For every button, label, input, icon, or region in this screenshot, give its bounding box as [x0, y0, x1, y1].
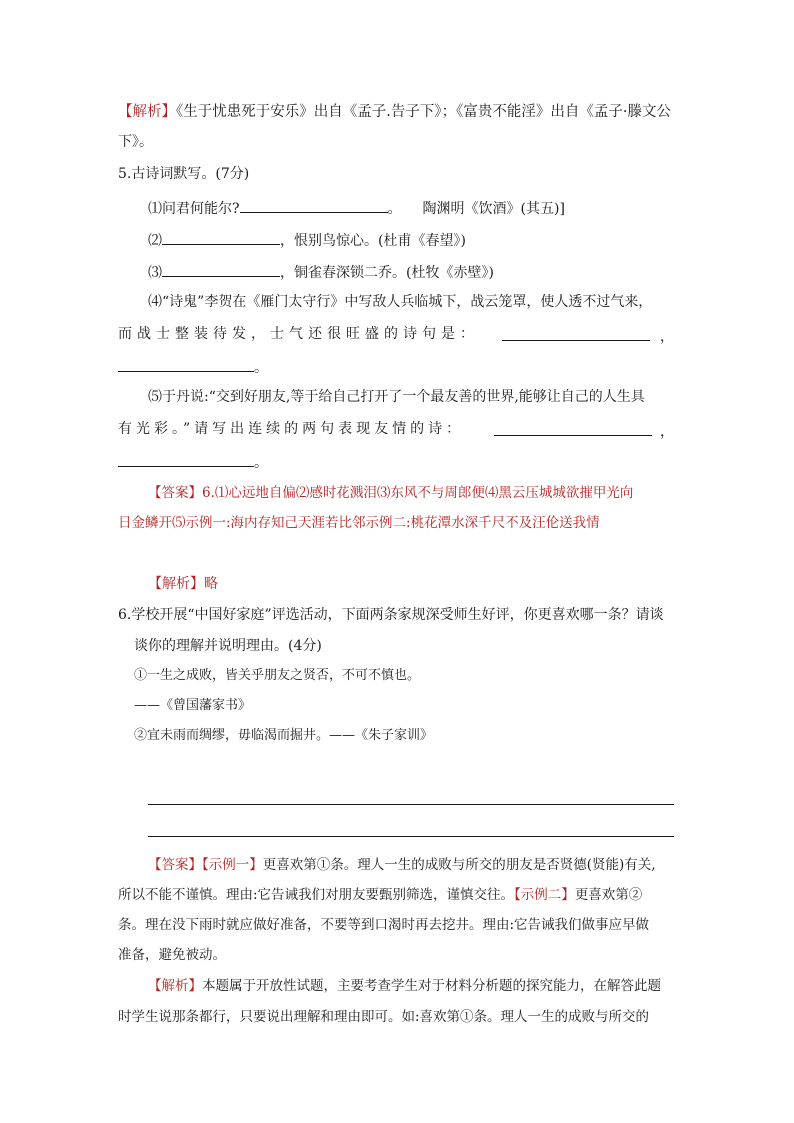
analysis-tag: 【解析】 — [118, 104, 176, 120]
fill-blank[interactable] — [162, 261, 280, 277]
q5-item-1 — [148, 197, 565, 218]
fill-blank[interactable] — [118, 451, 254, 467]
q5-item-3-num: ⑶ — [148, 265, 162, 281]
fill-blank[interactable] — [240, 197, 388, 213]
q5-item-4-line-3 — [118, 356, 268, 377]
q5-item-5-line-3 — [118, 451, 268, 472]
q6-rule-1-source: ——《曾国藩家书》 — [134, 698, 252, 713]
comma: ， — [660, 329, 674, 345]
q6-analysis-line-2: 时学生说那条都行，只要说出理解和理由即可。如:喜欢第①条。理人一生的成败与所交的 — [118, 1009, 650, 1025]
q6-answer-text-2: 所以不能不谨慎。理由:它告诫我们对朋友要甄别筛选，谨慎交往。 — [118, 887, 515, 903]
example-1-tag: 【示例一】 — [202, 857, 263, 873]
q5-item-3-text: ，铜雀春深锁二乔。(杜牧《赤壁》) — [280, 265, 494, 281]
example-2-tag: 【示例二】 — [514, 887, 575, 903]
q6-title-line-2: 谈你的理解并说明理由。(4分) — [134, 638, 322, 654]
q5-answer-text-1: 6.⑴心远地自偏⑵感时花溅泪⑶东风不与周郎便⑷黑云压城城欲摧甲光向 — [202, 485, 634, 501]
q6-analysis-line-1 — [148, 977, 661, 995]
answer-line[interactable] — [148, 836, 674, 837]
q5-item-4-line-1: ⑷“诗鬼”李贺在《雁门太守行》中写敌人兵临城下，战云笼罩，使人透不过气来， — [148, 294, 653, 310]
fill-blank[interactable] — [494, 420, 652, 436]
q5-item-5-prompt: 有光彩。”请写出连续的两句表现友情的诗： — [118, 421, 465, 437]
q6-answer-text-2b: 更喜欢第② — [574, 887, 643, 903]
q5-item-4-prompt: 而战士整装待发，士气还很旺盛的诗句是： — [118, 326, 479, 342]
q5-item-4-line-2 — [118, 325, 674, 346]
comma: ， — [660, 424, 674, 440]
q6-rule-1: ①一生之成败，皆关乎朋友之贤否，不可不慎也。 — [134, 668, 421, 683]
q5-item-1-text: ⑴问君何能尔? — [148, 201, 240, 217]
q5-title: 5.古诗词默写。(7分) — [118, 166, 250, 182]
q6-title-line-1: 6.学校开展“中国好家庭”评选活动，下面两条家规深受师生好评，你更喜欢哪一条？请谈 — [118, 607, 664, 623]
q6-analysis-text-1: 本题属于开放性试题，主要考查学生对于材料分析题的探究能力，在解答此题 — [202, 978, 661, 994]
analysis-tag: 【解析】 — [148, 978, 202, 994]
fill-blank[interactable] — [502, 325, 650, 341]
fill-blank[interactable] — [162, 229, 280, 245]
intro-text: 《生于忧患死于安乐》出自《孟子.告子下》；《富贵不能淫》出自《孟子·滕文公 — [176, 104, 671, 120]
q6-answer-text-1: 更喜欢第①条。理人一生的成败与所交的朋友是否贤德(贤能)有关, — [262, 857, 656, 873]
q5-item-1-source: 。 陶渊明《饮酒》(其五)] — [387, 201, 565, 217]
q5-item-2 — [148, 229, 466, 250]
q5-item-5-line-2 — [118, 420, 674, 441]
q5-answer-line-2: 日金鳞开⑸示例一:海内存知己天涯若比邻示例二:桃花潭水深千尺不及汪伦送我情 — [118, 515, 600, 531]
intro-line-2: 下》。 — [118, 134, 153, 150]
q5-item-3 — [148, 261, 494, 282]
period: 。 — [254, 455, 268, 471]
q5-analysis — [148, 575, 218, 593]
q6-rule-2: ②宜未雨而绸缪，毋临渴而掘井。——《朱子家训》 — [134, 728, 434, 743]
q6-answer-line-2 — [118, 886, 642, 904]
q6-answer-line-4: 准备，避免被动。 — [118, 947, 226, 963]
intro-line-1 — [118, 103, 671, 121]
analysis-tag: 【解析】 — [148, 576, 204, 592]
q6-answer-line-1 — [148, 856, 656, 874]
q5-analysis-text: 略 — [204, 576, 218, 592]
period: 。 — [254, 360, 268, 376]
q6-answer-line-3: 条。理在没下雨时就应做好准备，不要等到口渴时再去挖井。理由:它告诫我们做事应早做 — [118, 917, 650, 933]
q5-item-2-text: ，恨别鸟惊心。(杜甫《春望》) — [280, 233, 466, 249]
q5-answer-line-1 — [148, 484, 633, 502]
q5-item-2-num: ⑵ — [148, 233, 162, 249]
answer-tag: 【答案】 — [148, 485, 202, 501]
answer-tag: 【答案】 — [148, 857, 202, 873]
answer-line[interactable] — [148, 804, 674, 805]
q5-item-5-line-1: ⑸于丹说:“交到好朋友,等于给自己打开了一个最友善的世界,能够让自己的人生具 — [148, 389, 645, 405]
fill-blank[interactable] — [118, 356, 254, 372]
